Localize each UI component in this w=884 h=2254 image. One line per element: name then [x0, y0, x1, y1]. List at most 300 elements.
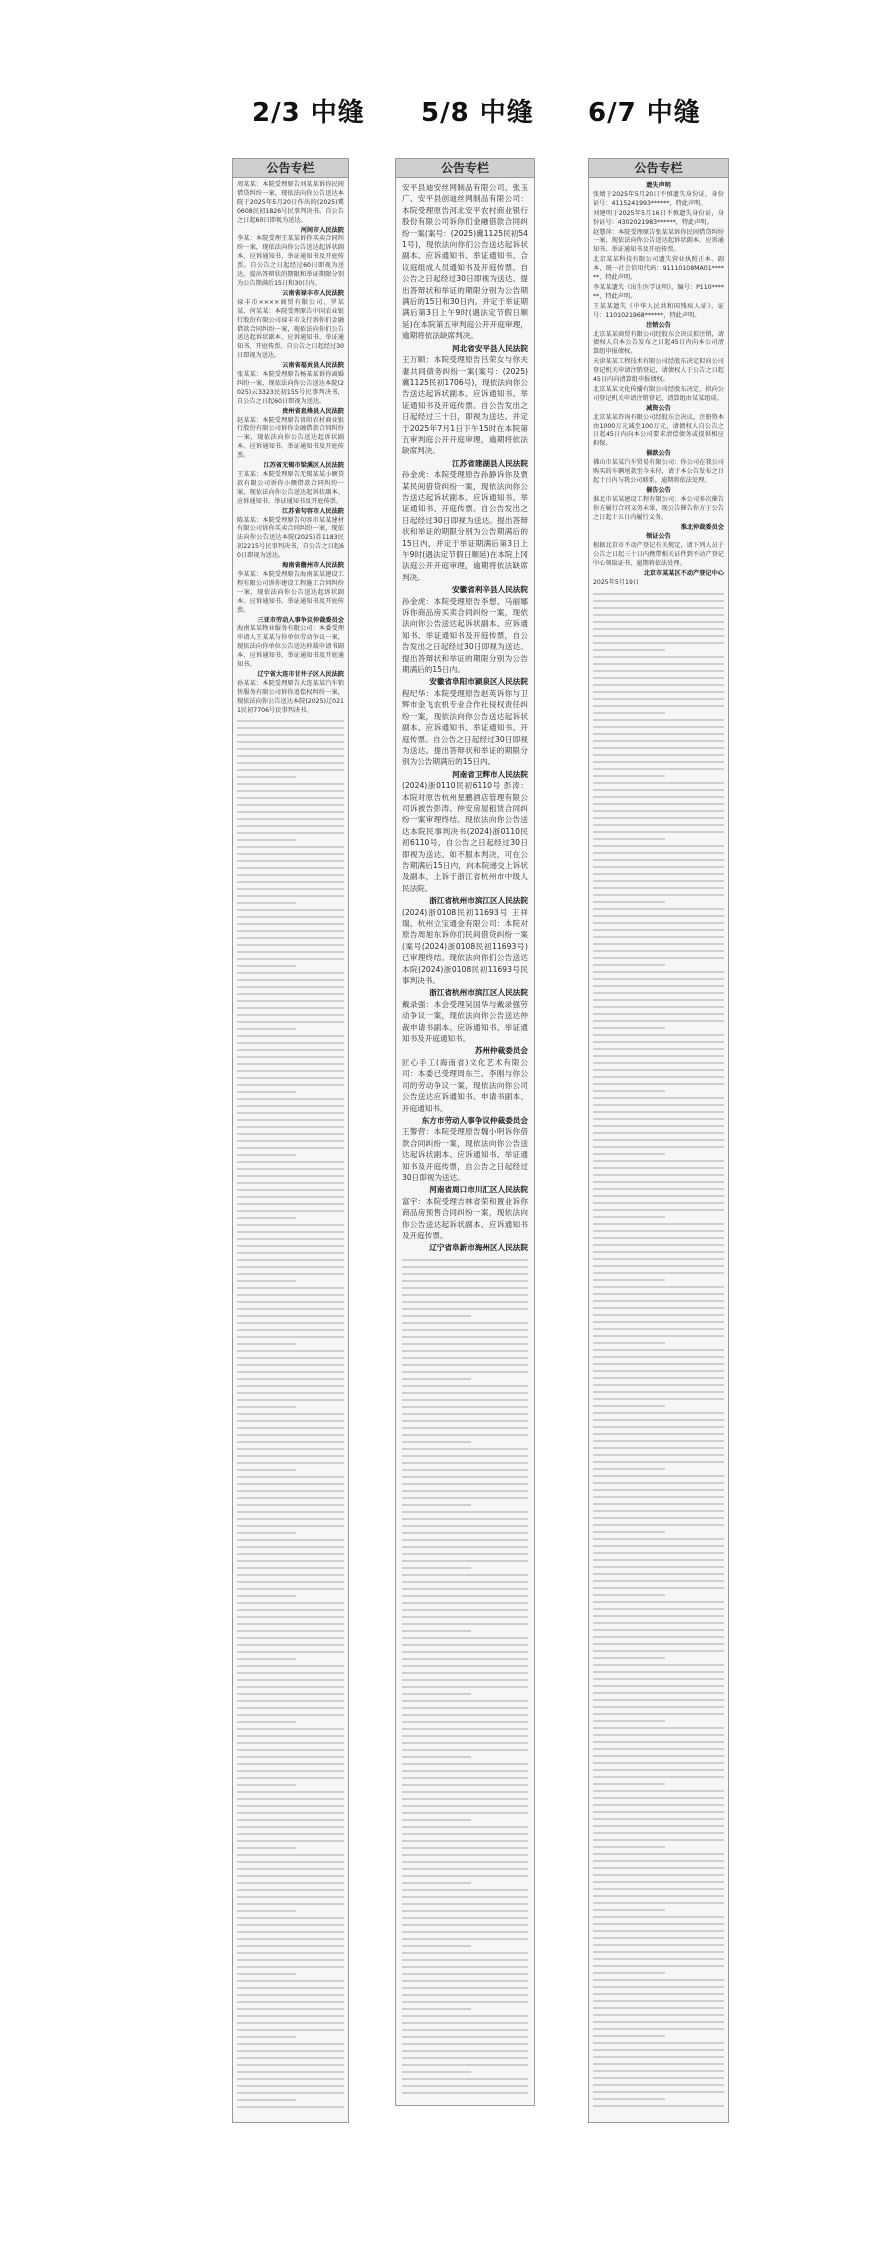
- text-line: [237, 1679, 344, 1681]
- text-line: [593, 1034, 724, 1036]
- text-line: [593, 1846, 665, 1848]
- text-line: [593, 1951, 724, 1953]
- text-line: [402, 1273, 528, 1275]
- text-line: [593, 1895, 724, 1897]
- notice-title: 领证公告: [646, 533, 671, 541]
- text-line: [237, 937, 344, 939]
- text-line: [237, 1161, 344, 1163]
- text-line: [593, 1559, 724, 1561]
- text-line: [593, 628, 724, 630]
- text-line: [593, 1118, 724, 1120]
- text-line: [237, 1119, 344, 1121]
- text-line: [593, 803, 724, 805]
- notice-text: 李某：本院受理王某某诉你买卖合同纠纷一案，现依法向你公告送达起诉状副本、应诉通知书、举证通知书及开庭传票。自公告之日起经过60日即视为送达。提出答辩状的期限和举证期限分别为公告期满后15日和30日内。: [237, 235, 344, 287]
- text-line: [402, 1476, 528, 1478]
- text-line: [237, 1427, 344, 1429]
- text-line: [237, 909, 344, 911]
- text-line: [402, 1343, 528, 1345]
- text-line: [402, 1504, 471, 1506]
- text-line: [237, 1798, 344, 1800]
- text-line: [593, 670, 724, 672]
- text-line: [593, 1055, 724, 1057]
- text-line: [402, 1399, 528, 1401]
- text-line: [402, 1308, 528, 1310]
- text-line: [593, 1531, 665, 1533]
- text-line: [402, 1749, 528, 1751]
- text-line: [593, 796, 724, 798]
- text-line: [593, 901, 665, 903]
- text-line: [237, 1644, 344, 1646]
- notice-title: 河北省安平县人民法院: [452, 343, 528, 353]
- text-line: [237, 1035, 344, 1037]
- text-line: [593, 1111, 724, 1113]
- text-line: [237, 1224, 344, 1226]
- text-line: [237, 1945, 344, 1947]
- text-line: [402, 1441, 471, 1443]
- heading-left: 2/3 中缝: [252, 98, 365, 128]
- text-line: [593, 1223, 724, 1225]
- column-middle: [395, 158, 535, 2106]
- column-middle-body: [396, 178, 534, 2103]
- text-line: [593, 852, 724, 854]
- text-line: [593, 1685, 724, 1687]
- text-line: [237, 1567, 344, 1569]
- text-line: [237, 1308, 344, 1310]
- text-line: [593, 593, 724, 595]
- text-line: [593, 698, 724, 700]
- text-line: [237, 1462, 344, 1464]
- text-line: [593, 1391, 724, 1393]
- text-line: [237, 1133, 344, 1135]
- text-line: [237, 1917, 344, 1919]
- text-line: [237, 1658, 296, 1660]
- text-line: [402, 1763, 528, 1765]
- text-line: [402, 1371, 528, 1373]
- text-line: [593, 1181, 724, 1183]
- text-line: [237, 1966, 344, 1968]
- text-line: [237, 902, 296, 904]
- text-line: [237, 1056, 344, 1058]
- text-line: [237, 1847, 296, 1849]
- text-line: [237, 1532, 296, 1534]
- text-line: [593, 642, 724, 644]
- text-line: [593, 1027, 665, 1029]
- text-line: [593, 1328, 724, 1330]
- text-line: [237, 790, 344, 792]
- text-line: [593, 1076, 724, 1078]
- text-line: [237, 993, 344, 995]
- text-line: [237, 1091, 296, 1093]
- text-line: [237, 1742, 344, 1744]
- text-line: [237, 1749, 344, 1751]
- text-line: [402, 1553, 528, 1555]
- notice-title: 河南省卫辉市人民法院: [452, 769, 528, 779]
- text-line: [237, 1903, 344, 1905]
- text-line: [593, 1972, 665, 1974]
- text-line: [593, 1566, 724, 1568]
- text-line: [237, 1098, 344, 1100]
- text-line: [593, 915, 724, 917]
- notice-text: 匠心手工(海南省)文化艺术有限公司：本委已受理周东兰、李刚与你公司的劳动争议一案，现依法向你公司公告送达应诉通知书、申请书副本、开庭通知书。: [402, 1057, 528, 1113]
- text-line: [237, 1791, 344, 1793]
- text-line: [402, 1259, 528, 1261]
- text-line: [237, 1553, 344, 1555]
- text-line: [593, 691, 724, 693]
- text-line: [237, 1973, 296, 1975]
- text-line: [237, 1014, 344, 1016]
- text-line: [402, 1378, 471, 1380]
- text-line: [237, 1315, 344, 1317]
- text-line: [402, 1819, 471, 1821]
- text-line: [402, 1637, 528, 1639]
- text-line: [402, 1861, 528, 1863]
- text-line: [402, 1602, 528, 1604]
- text-line: [237, 1637, 344, 1639]
- text-line: [402, 2043, 528, 2045]
- text-line: [593, 1300, 724, 1302]
- text-line: [237, 1616, 344, 1618]
- text-line: [593, 1041, 724, 1043]
- notice-text: 王万顺：本院受理原告吕荣女与你夫妻共同债务纠纷一案(案号：(2025)冀1125民初1706号)，现依法向你公告送达起诉状副本、应诉通知书、举证通知书及开庭传票。自公告发出之日起经过三十日，即视为送达。并定于2025年7月1日下午15时在本院第五审判庭公开开庭审理，逾期将依法缺席判决。: [402, 355, 528, 456]
- text-line: [237, 1819, 344, 1821]
- text-line: [593, 1993, 724, 1995]
- text-line: [593, 1363, 724, 1365]
- text-line: [402, 2085, 528, 2087]
- text-line: [593, 1545, 724, 1547]
- notice-title: 东方市劳动人事争议仲裁委员会: [421, 1115, 528, 1125]
- heading-middle: 5/8 中缝: [421, 98, 534, 128]
- text-line: [237, 853, 344, 855]
- text-line: [402, 1455, 528, 1457]
- text-line: [402, 1700, 528, 1702]
- text-line: [593, 810, 724, 812]
- text-line: [237, 1763, 344, 1765]
- notice-title: 江苏省建湖县人民法院: [452, 458, 528, 468]
- text-line: [402, 1574, 528, 1576]
- text-line: [593, 1216, 665, 1218]
- text-line: [402, 1532, 528, 1534]
- text-line: [237, 1140, 344, 1142]
- text-line: [402, 2057, 528, 2059]
- text-line: [237, 783, 344, 785]
- text-line: [402, 2008, 471, 2010]
- text-line: [237, 2043, 344, 2045]
- text-line: [402, 1812, 528, 1814]
- text-line: [593, 985, 724, 987]
- text-line: [402, 1616, 528, 1618]
- text-line: [593, 1734, 724, 1736]
- text-line: [593, 1419, 724, 1421]
- text-line: [402, 1581, 528, 1583]
- text-line: [237, 874, 344, 876]
- text-line: [593, 1888, 724, 1890]
- text-line: [402, 1322, 528, 1324]
- text-line: [237, 1483, 344, 1485]
- text-line: [237, 1112, 344, 1114]
- text-line: [593, 1538, 724, 1540]
- text-line: [237, 776, 296, 778]
- text-line: [593, 663, 724, 665]
- text-line: [593, 992, 724, 994]
- text-line: [593, 1489, 724, 1491]
- text-line: [593, 712, 665, 714]
- text-line: [402, 1672, 528, 1674]
- column-right-header: 公告专栏: [589, 159, 728, 178]
- text-line: [593, 1650, 724, 1652]
- text-line: [237, 1070, 344, 1072]
- text-line: [593, 1860, 724, 1862]
- text-line: [237, 1770, 344, 1772]
- text-line: [237, 2099, 296, 2101]
- text-line: [237, 1987, 344, 1989]
- text-line: [237, 1602, 344, 1604]
- text-line: [593, 1377, 724, 1379]
- notice-title: 安徽省利辛县人民法院: [452, 585, 528, 595]
- text-line: [593, 761, 724, 763]
- text-line: [593, 600, 724, 602]
- text-line: [593, 929, 724, 931]
- text-line: [402, 1525, 528, 1527]
- notice-title: 辽宁省大连市甘井子区人民法院: [257, 670, 344, 678]
- text-line: [593, 1398, 724, 1400]
- text-line: [402, 1784, 528, 1786]
- text-line: [593, 1552, 724, 1554]
- text-line: [237, 727, 344, 729]
- text-line: [237, 1077, 344, 1079]
- text-line: [237, 1049, 344, 1051]
- text-line: [402, 1406, 528, 1408]
- text-line: [237, 965, 296, 967]
- text-line: [237, 1931, 344, 1933]
- text-line: [237, 1126, 344, 1128]
- text-texture: [237, 720, 344, 2108]
- notice-title: 江苏省句容市人民法院: [282, 507, 344, 515]
- text-line: [237, 1889, 344, 1891]
- text-line: [237, 1882, 344, 1884]
- text-line: [237, 1826, 344, 1828]
- text-line: [593, 1279, 665, 1281]
- text-line: [593, 1209, 724, 1211]
- text-line: [237, 2050, 344, 2052]
- text-line: [593, 2028, 724, 2030]
- text-line: [237, 1728, 344, 1730]
- text-line: [237, 1805, 344, 1807]
- text-line: [402, 1798, 528, 1800]
- notice-title: 浙江省杭州市滨江区人民法院: [429, 988, 528, 998]
- notice-text: 孙金虎：本院受理原告孙静诉你及贾某民间借贷纠纷一案，现依法向你公告送达起诉状副本、应诉通知书、举证通知书、开庭传票。自公告发出之日起经过30日即视为送达。提出答辩状和举证的期限分别为公告期满后的15日内，并定于举证期满后第3日上午9时(遇法定节假日顺延)在本院上冈法庭公开开庭审理，逾期将依法缺席判决。: [402, 470, 528, 582]
- heading-right: 6/7 中缝: [588, 98, 701, 128]
- text-line: [402, 1882, 471, 1884]
- text-line: [237, 1336, 344, 1338]
- text-line: [402, 1420, 528, 1422]
- text-line: [593, 1307, 724, 1309]
- text-line: [593, 866, 724, 868]
- text-line: [402, 1805, 528, 1807]
- text-line: [593, 1587, 724, 1589]
- text-line: [237, 1392, 344, 1394]
- text-line: [593, 1160, 724, 1162]
- notice-title: 安徽省阜阳市颍泉区人民法院: [429, 677, 528, 687]
- text-line: [237, 1840, 344, 1842]
- text-line: [593, 1636, 724, 1638]
- text-line: [402, 1644, 528, 1646]
- text-line: [593, 1335, 724, 1337]
- text-line: [593, 2098, 665, 2100]
- notice-text: (2024)浙0110民初6110号 彭涛：本院对原告杭州星鹏酒店管理有限公司诉被告彭涛、仲安房屋租赁合同纠纷一案审理终结。现依法向你公告送达本院民事判决书(2024)浙0110民初6110号，自公告之日起经过30日即视为送达。如不服本判决，可在公告期满后15日内，向本院递交上诉状及副本，上诉于浙江省杭州市中级人民法院。: [402, 781, 528, 893]
- text-line: [237, 1168, 344, 1170]
- notice-text: 陈某某：本院受理原告句容市某某建材有限公司诉你买卖合同纠纷一案，现依法向你公告送达本院(2025)苏1183民初2215号民事判决书，自公告之日起60日即视为送达。: [237, 516, 344, 560]
- text-line: [593, 1944, 724, 1946]
- text-line: [593, 1048, 724, 1050]
- text-line: [593, 1755, 724, 1757]
- text-line: [237, 1399, 344, 1401]
- text-line: [593, 1902, 724, 1904]
- text-line: [237, 2057, 344, 2059]
- text-line: [237, 748, 344, 750]
- text-line: [402, 1623, 528, 1625]
- text-line: [237, 1518, 344, 1520]
- text-line: [593, 831, 724, 833]
- text-line: [593, 726, 724, 728]
- text-line: [593, 1251, 724, 1253]
- text-line: [593, 2105, 724, 2107]
- text-line: [237, 1700, 344, 1702]
- text-line: [593, 1496, 724, 1498]
- text-line: [402, 1826, 528, 1828]
- notice-text: 王警营：本院受理原告魏小明诉你借款合同纠纷一案，现依法向你公告送达起诉状副本、应诉通知书、举证通知书及开庭传票，自公告之日起经过30日即视为送达。: [402, 1127, 528, 1182]
- text-line: [237, 1623, 344, 1625]
- notice-text: 王某某遗失《中华人民共和国残疾人证》，证号：1101021968******，特此声明。: [593, 302, 724, 319]
- text-line: [593, 1853, 724, 1855]
- text-line: [237, 951, 344, 953]
- text-line: [402, 1714, 528, 1716]
- text-line: [402, 1679, 528, 1681]
- text-line: [593, 1139, 724, 1141]
- text-line: [402, 1385, 528, 1387]
- notice-title: 辽宁省阜新市海州区人民法院: [429, 1243, 528, 1253]
- text-line: [237, 1546, 344, 1548]
- text-line: [237, 1595, 296, 1597]
- text-line: [593, 1174, 724, 1176]
- text-line: [593, 922, 724, 924]
- text-line: [593, 1510, 724, 1512]
- text-line: [593, 1580, 724, 1582]
- text-line: [593, 859, 724, 861]
- text-line: [593, 1776, 724, 1778]
- text-line: [237, 888, 344, 890]
- text-line: [237, 1868, 344, 1870]
- text-line: [402, 1903, 528, 1905]
- text-line: [593, 2021, 724, 2023]
- text-line: [593, 824, 724, 826]
- text-line: [593, 1678, 724, 1680]
- text-line: [593, 1804, 724, 1806]
- text-line: [237, 2029, 344, 2031]
- notice-title: 北京市某某区不动产登记中心: [643, 570, 724, 578]
- text-line: [593, 1195, 724, 1197]
- notice-title: 遗失声明: [646, 182, 671, 189]
- text-line: [593, 2000, 724, 2002]
- text-line: [593, 873, 724, 875]
- text-line: [402, 1840, 528, 1842]
- notice-title: 催告公告: [646, 486, 671, 494]
- text-line: [593, 1370, 724, 1372]
- column-left: [232, 158, 349, 2123]
- text-line: [402, 1875, 528, 1877]
- column-right: [588, 158, 729, 2123]
- text-line: [402, 1791, 528, 1793]
- text-line: [237, 2036, 296, 2038]
- text-line: [237, 1721, 296, 1723]
- text-line: [593, 1244, 724, 1246]
- text-line: [593, 2007, 724, 2009]
- text-line: [593, 1426, 724, 1428]
- text-line: [593, 1412, 724, 1414]
- text-line: [402, 1742, 528, 1744]
- text-line: [237, 1952, 344, 1954]
- text-line: [402, 1721, 528, 1723]
- text-line: [593, 1517, 724, 1519]
- notice-text: 刘建明于2025年5月16日不慎遗失身份证，身份证号：4302021983******，特此声明。: [593, 209, 724, 226]
- text-line: [593, 1272, 724, 1274]
- notice-title: 河南省周口市川汇区人民法院: [429, 1185, 528, 1195]
- text-line: [402, 1350, 528, 1352]
- notice-title: 海南省儋州市人民法院: [282, 562, 344, 570]
- text-line: [237, 1812, 344, 1814]
- text-line: [593, 1811, 724, 1813]
- text-line: [237, 811, 344, 813]
- text-line: [593, 607, 724, 609]
- notice-text: 北京某某咨询有限公司经股东会决议，注册资本由1000万元减至100万元，请债权人自公告之日起45日内向本公司要求清偿债务或提供相应担保。: [593, 413, 724, 448]
- text-line: [593, 2056, 724, 2058]
- text-line: [237, 895, 344, 897]
- text-line: [402, 1938, 528, 1940]
- text-line: [402, 1966, 528, 1968]
- text-line: [402, 1756, 471, 1758]
- text-line: [402, 1280, 528, 1282]
- text-line: [237, 1784, 296, 1786]
- text-line: [593, 1405, 665, 1407]
- text-line: [402, 1707, 528, 1709]
- text-line: [237, 1364, 344, 1366]
- notice-text: 孙金虎：本院受理原告李想、马丽娜诉你商品房买卖合同纠纷一案，现依法向你公告送达起诉状副本、应诉通知书、举证通知书及开庭传票，自公告发出之日起经过30日即视为送达。提出答辩状和举证的期限分别为公告期满后的15日内。: [402, 596, 528, 675]
- text-line: [402, 1924, 528, 1926]
- text-line: [593, 2049, 724, 2051]
- text-line: [593, 2077, 724, 2079]
- text-line: [237, 2078, 344, 2080]
- text-line: [593, 1769, 724, 1771]
- text-line: [237, 839, 296, 841]
- text-line: [237, 1343, 296, 1345]
- text-line: [593, 1167, 724, 1169]
- text-line: [593, 1657, 665, 1659]
- text-line: [593, 1741, 724, 1743]
- notice-text: 富宇：本院受理吉林省荣和置业诉你商品房预售合同纠纷一案，现依法向你公告送达起诉状副本、应诉通知书及开庭传票。: [402, 1196, 528, 1240]
- text-line: [402, 1847, 528, 1849]
- notice-title: 三亚市劳动人事争议仲裁委员会: [257, 616, 344, 624]
- text-line: [237, 1350, 344, 1352]
- text-line: [402, 1833, 528, 1835]
- notice-text: 张某某：本院受理原告杨某某诉你离婚纠纷一案，现依法向你公告送达本院(2025)云3323民初155号民事判决书，自公告之日起60日即视为送达。: [237, 371, 344, 405]
- text-line: [237, 958, 344, 960]
- column-left-header: 公告专栏: [233, 159, 348, 178]
- text-line: [593, 943, 724, 945]
- text-line: [593, 971, 724, 973]
- text-line: [593, 1825, 724, 1827]
- text-line: [237, 923, 344, 925]
- text-line: [237, 1231, 344, 1233]
- text-line: [402, 1665, 528, 1667]
